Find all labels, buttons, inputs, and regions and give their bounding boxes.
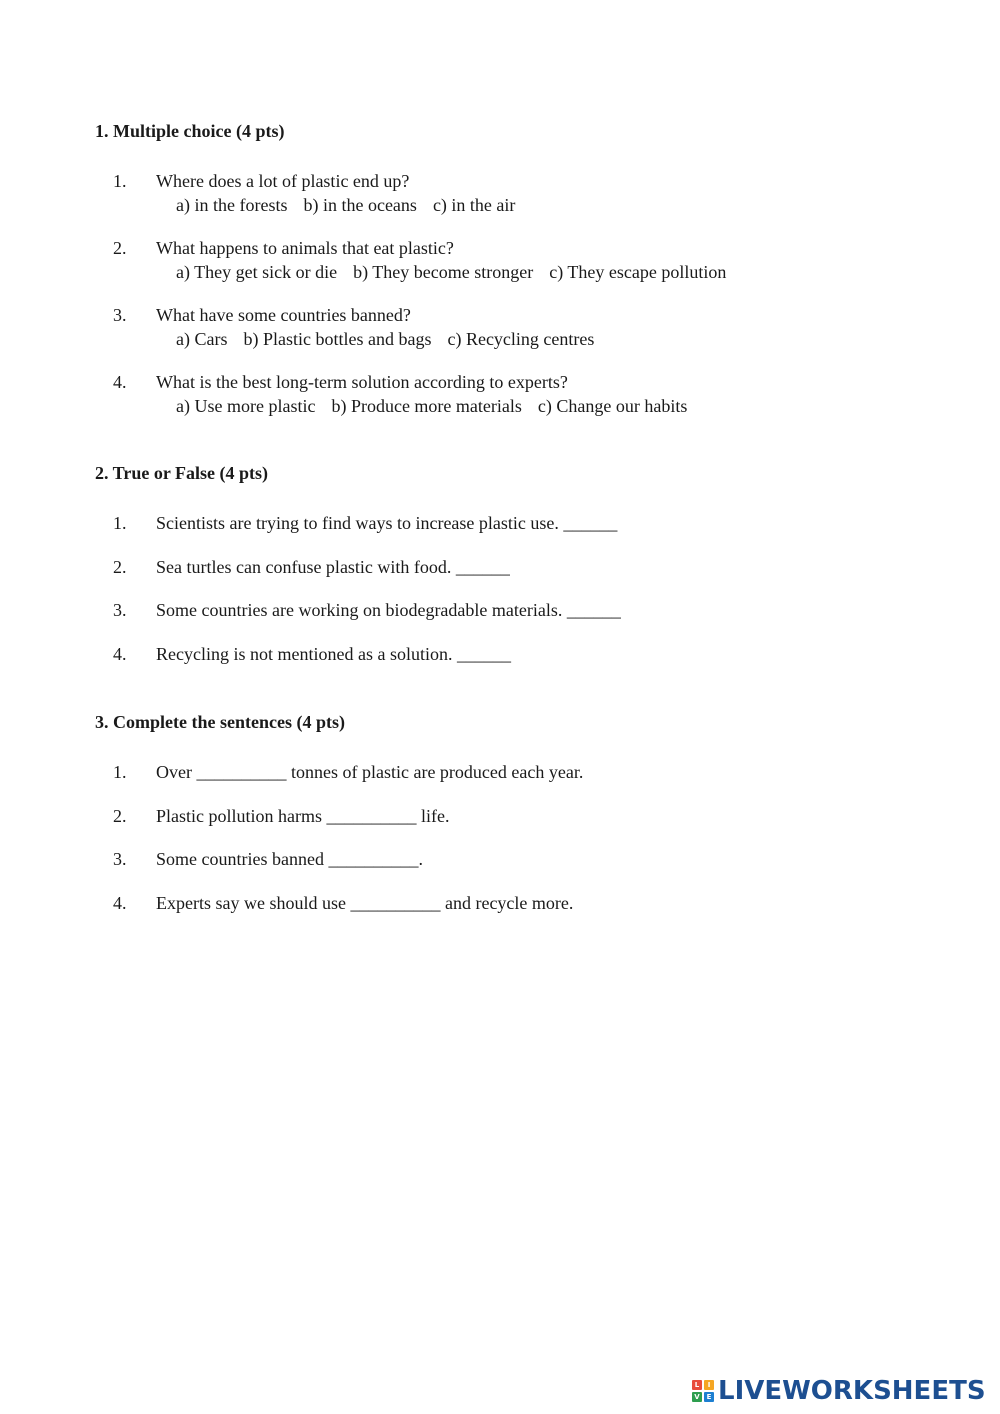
sentence-number: 3.: [113, 849, 127, 869]
question-number: 3.: [113, 305, 127, 325]
sentence-number: 4.: [113, 893, 127, 913]
fill-sentence-3[interactable]: [113, 848, 423, 871]
option-a[interactable]: a) Use more plastic: [176, 396, 316, 416]
sentence-text: Experts say we should use __________ and recycle more.: [156, 893, 574, 913]
statement-text: Recycling is not mentioned as a solution. ______: [156, 644, 511, 664]
logo-block-i: I: [704, 1380, 714, 1390]
statement-text: Sea turtles can confuse plastic with food. ______: [156, 557, 510, 577]
option-b[interactable]: b) in the oceans: [303, 195, 417, 215]
mc-question-2: [113, 237, 454, 260]
mc-question-3: [113, 304, 411, 327]
question-text: Where does a lot of plastic end up?: [156, 171, 410, 191]
option-b[interactable]: b) Produce more materials: [331, 396, 522, 416]
question-text: What happens to animals that eat plastic?: [156, 238, 454, 258]
logo-block-e: E: [704, 1392, 714, 1402]
statement-text: Some countries are working on biodegradable materials. ______: [156, 600, 621, 620]
fill-sentence-4[interactable]: [113, 892, 573, 915]
question-number: 4.: [113, 372, 127, 392]
tf-statement-2[interactable]: [113, 556, 510, 579]
statement-number: 1.: [113, 513, 127, 533]
section-title-multiple-choice: 1. Multiple choice (4 pts): [95, 121, 285, 141]
option-a[interactable]: a) They get sick or die: [176, 262, 338, 282]
mc-options-2: [176, 261, 726, 284]
mc-options-4: [176, 395, 687, 418]
sentence-text: Plastic pollution harms __________ life.: [156, 806, 450, 826]
fill-sentence-1[interactable]: [113, 761, 583, 784]
logo-text: LIVEWORKSHEETS: [718, 1376, 986, 1406]
option-c[interactable]: c) Recycling centres: [447, 329, 595, 349]
option-c[interactable]: c) Change our habits: [537, 396, 688, 416]
section-title-complete-sentences: 3. Complete the sentences (4 pts): [95, 712, 345, 732]
option-a[interactable]: a) in the forests: [176, 195, 288, 215]
tf-statement-4[interactable]: [113, 643, 511, 666]
fill-sentence-2[interactable]: [113, 805, 449, 828]
option-c[interactable]: c) in the air: [432, 195, 516, 215]
mc-question-1: [113, 170, 409, 193]
question-number: 2.: [113, 238, 127, 258]
logo-block-v: V: [692, 1392, 702, 1402]
mc-options-3: [176, 328, 594, 351]
option-c[interactable]: c) They escape pollution: [549, 262, 727, 282]
statement-number: 3.: [113, 600, 127, 620]
question-number: 1.: [113, 171, 127, 191]
section-title-true-false: 2. True or False (4 pts): [95, 463, 268, 483]
tf-statement-1[interactable]: [113, 512, 617, 535]
question-text: What have some countries banned?: [156, 305, 411, 325]
sentence-text: Some countries banned __________.: [156, 849, 423, 869]
liveworksheets-logo: [692, 1374, 986, 1408]
logo-blocks-icon: [692, 1380, 714, 1402]
mc-question-4: [113, 371, 568, 394]
sentence-number: 2.: [113, 806, 127, 826]
logo-block-l: L: [692, 1380, 702, 1390]
tf-statement-3[interactable]: [113, 599, 621, 622]
sentence-text: Over __________ tonnes of plastic are produced each year.: [156, 762, 584, 782]
sentence-number: 1.: [113, 762, 127, 782]
statement-number: 4.: [113, 644, 127, 664]
option-b[interactable]: b) Plastic bottles and bags: [243, 329, 432, 349]
statement-number: 2.: [113, 557, 127, 577]
statement-text: Scientists are trying to find ways to increase plastic use. ______: [156, 513, 618, 533]
option-a[interactable]: a) Cars: [176, 329, 228, 349]
question-text: What is the best long-term solution according to experts?: [156, 372, 568, 392]
option-b[interactable]: b) They become stronger: [353, 262, 534, 282]
mc-options-1: [176, 194, 515, 217]
